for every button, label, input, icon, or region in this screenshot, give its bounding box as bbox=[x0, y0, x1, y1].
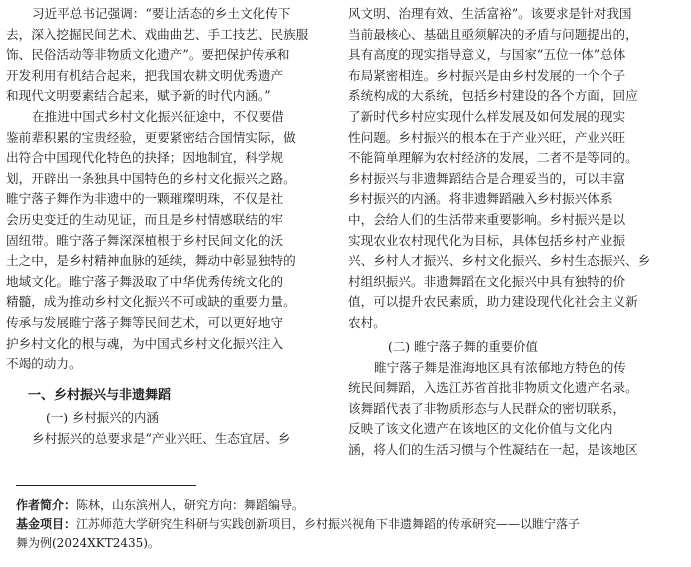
text-line: 护乡村文化的根与魂，为中国式乡村文化振兴注入 bbox=[6, 335, 284, 351]
text-line: 布局紧密相连。乡村振兴是由乡村发展的一个个子 bbox=[348, 67, 626, 83]
subsection-heading: (二) 睢宁落子舞的重要价值 bbox=[388, 338, 538, 354]
text-line: 当前最核心、基础且亟须解决的矛盾与问题提出的， bbox=[348, 26, 638, 42]
right-column bbox=[348, 4, 685, 460]
text-line: 农村。 bbox=[348, 314, 386, 330]
section-heading: 一、乡村振兴与非遗舞蹈 bbox=[28, 387, 172, 403]
paragraph-body bbox=[6, 429, 332, 450]
text-line: 不竭的动力。 bbox=[6, 356, 82, 372]
author-footnote bbox=[16, 496, 684, 515]
text-line: 会历史变迁的生动见证，而且是乡村情感联结的牢 bbox=[6, 211, 284, 227]
text-line: 了新时代乡村应实现什么样发展及如何发展的现实 bbox=[348, 108, 626, 124]
paragraph-value bbox=[348, 358, 685, 461]
text-line: 睢宁落子舞是淮海地区具有浓郁地方特色的传 bbox=[374, 359, 626, 375]
text-line: 具有高度的现实指导意义，与国家“五位一体”总体 bbox=[348, 47, 626, 63]
text-line: 鉴前辈积累的宝贵经验，更要紧密结合国情实际，做 bbox=[6, 129, 296, 145]
text-line: 兴、乡村人才振兴、乡村文化振兴、乡村生态振兴、乡 bbox=[348, 253, 651, 269]
text-line: 去，深入挖掘民间艺术、戏曲曲艺、手工技艺、民族服 bbox=[6, 26, 309, 42]
text-line: 精髓，成为推动乡村文化振兴不可或缺的重要力量。 bbox=[6, 294, 296, 310]
text-line: 地域文化。睢宁落子舞汲取了中华优秀传统文化的 bbox=[6, 273, 284, 289]
text-line: 土之中，是乡村精神血脉的延续，舞动中彰显独特的 bbox=[6, 253, 296, 269]
author-text: 陈林，山东滨州人，研究方向：舞蹈编导。 bbox=[76, 498, 305, 512]
text-line: 该舞蹈代表了非物质形态与人民群众的密切联系， bbox=[348, 400, 626, 416]
fund-label: 基金项目： bbox=[16, 517, 77, 531]
fund-text: 江苏师范大学研究生科研与实践创新项目，乡村振兴视角下非遗舞蹈的传承研究——以睢宁落子 bbox=[76, 517, 581, 531]
text-line: 中，会给人们的生活带来重要影响。乡村振兴是以 bbox=[348, 211, 626, 227]
fund-footnote-cont bbox=[16, 534, 684, 553]
fund-text-cont: 舞为例(2024XKT2435)。 bbox=[16, 536, 160, 550]
text-line: 和现代文明要素结合起来，赋予新的时代内涵。” bbox=[6, 88, 271, 104]
paragraph-quote bbox=[6, 4, 332, 107]
text-line: 实现农业农村现代化为目标，具体包括乡村产业振 bbox=[348, 232, 626, 248]
text-line: 乡村振兴与非遗舞蹈结合是合理妥当的，可以丰富 bbox=[348, 170, 626, 186]
text-line: 固纽带。睢宁落子舞深深植根于乡村民间文化的沃 bbox=[6, 232, 284, 248]
text-line: 在推进中国式乡村文化振兴征途中，不仅要借 bbox=[32, 108, 284, 124]
text-line: 值，可以提升农民素质，助力建设现代化社会主义新 bbox=[348, 294, 638, 310]
fund-footnote bbox=[16, 515, 684, 534]
text-line: 出符合中国现代化特色的抉择；因地制宜，科学规 bbox=[6, 150, 284, 166]
text-line: 划，开辟出一条独具中国特色的乡村文化振兴之路。 bbox=[6, 170, 296, 186]
text-line: 乡村振兴的内涵。将非遗舞蹈融入乡村振兴体系 bbox=[348, 191, 613, 207]
text-line: 睢宁落子舞作为非遗中的一颗璀璨明珠，不仅是社 bbox=[6, 191, 284, 207]
text-line: 开发利用有机结合起来，把我国农耕文明优秀遗产 bbox=[6, 67, 284, 83]
subsection-heading: (一) 乡村振兴的内涵 bbox=[46, 409, 159, 425]
text-line: 系统构成的大系统，包括乡村建设的各个方面，回应 bbox=[348, 88, 638, 104]
footnotes bbox=[16, 484, 684, 553]
text-line: 统民间舞蹈，入选江苏省首批非物质文化遗产名录。 bbox=[348, 380, 638, 396]
text-line: 习近平总书记强调：“要让活态的乡土文化传下 bbox=[32, 6, 291, 21]
text-line: 乡村振兴的总要求是“产业兴旺、生态宜居、乡 bbox=[32, 430, 291, 446]
left-column bbox=[6, 4, 332, 449]
author-label: 作者简介： bbox=[16, 498, 77, 512]
text-line: 饰、民俗活动等非物质文化遗产”。要把保护传承和 bbox=[6, 47, 290, 63]
text-line: 风文明、治理有效、生活富裕”。该要求是针对我国 bbox=[348, 6, 632, 21]
paragraph-body-continued bbox=[348, 4, 685, 334]
text-line: 村组织振兴。非遗舞蹈在文化振兴中具有独特的价 bbox=[348, 273, 626, 289]
text-line: 反映了该文化遗产在该地区的文化价值与文化内 bbox=[348, 421, 613, 437]
text-line: 传承与发展睢宁落子舞等民间艺术，可以更好地守 bbox=[6, 314, 284, 330]
text-line: 涵，将人们的生活习惯与个性凝结在一起，是该地区 bbox=[348, 441, 638, 457]
text-line: 不能简单理解为农村经济的发展，二者不是等同的。 bbox=[348, 150, 638, 166]
paragraph-intro bbox=[6, 107, 332, 375]
text-line: 性问题。乡村振兴的根本在于产业兴旺，产业兴旺 bbox=[348, 129, 626, 145]
